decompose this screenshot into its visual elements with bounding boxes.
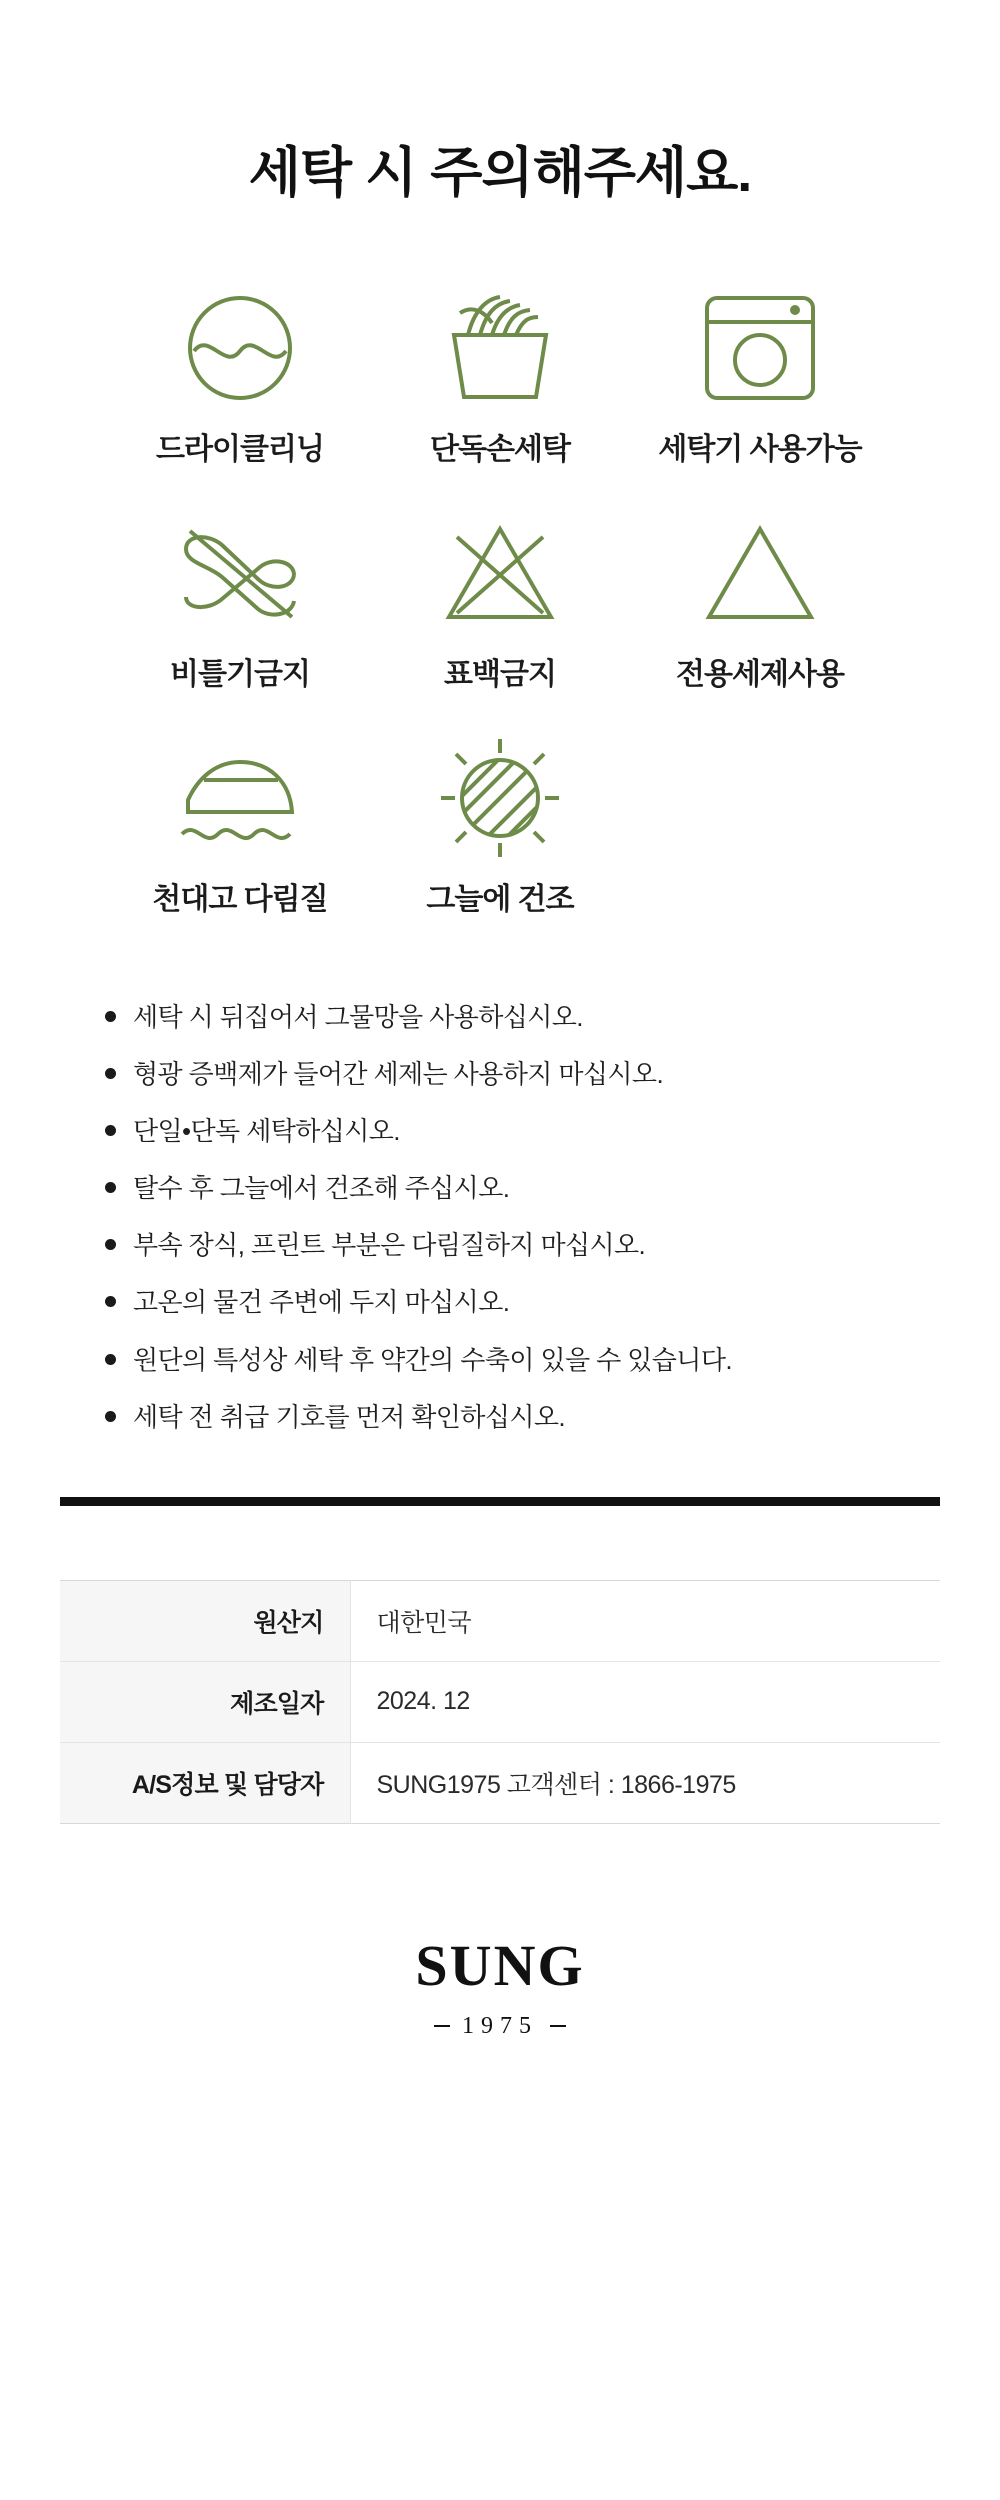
list-item: 부속 장식, 프린트 부분은 다림질하지 마십시오. bbox=[105, 1228, 905, 1263]
list-item: 탈수 후 그늘에서 건조해 주십시오. bbox=[105, 1171, 905, 1206]
table-row-value: SUNG1975 고객센터 : 1866-1975 bbox=[376, 1770, 736, 1799]
care-icon-label: 전용세제사용 bbox=[676, 658, 844, 691]
hand-wash-icon bbox=[425, 285, 575, 410]
detergent-triangle-icon bbox=[685, 510, 835, 635]
table-row bbox=[60, 1661, 940, 1742]
care-icon-machine-wash bbox=[630, 285, 890, 468]
no-wring-icon bbox=[165, 510, 315, 635]
list-item: 단일•단독 세탁하십시오. bbox=[105, 1114, 905, 1149]
care-icon-label: 드라이클리닝 bbox=[156, 433, 324, 466]
care-icon-no-bleach bbox=[370, 510, 630, 693]
table-row-value: 대한민국 bbox=[376, 1608, 472, 1637]
table-row bbox=[60, 1742, 940, 1823]
care-icon-label: 단독손세탁 bbox=[430, 433, 570, 466]
care-icon-shade-dry bbox=[370, 735, 630, 918]
care-icon-grid bbox=[110, 285, 890, 960]
table-row bbox=[60, 1580, 940, 1661]
bullet-icon bbox=[105, 1354, 116, 1365]
table-row-label: A/S정보 및 담당자 bbox=[60, 1742, 350, 1823]
care-notes-list bbox=[95, 1000, 905, 1435]
bullet-icon bbox=[105, 1182, 116, 1193]
iron-icon bbox=[165, 735, 315, 860]
care-icon-label: 세탁기 사용가능 bbox=[658, 433, 862, 466]
table-row-label: 원산지 bbox=[60, 1580, 350, 1661]
care-icon-label: 그늘에 건조 bbox=[426, 883, 574, 916]
list-item: 세탁 전 취급 기호를 먼저 확인하십시오. bbox=[105, 1400, 905, 1435]
no-bleach-icon bbox=[425, 510, 575, 635]
list-item: 형광 증백제가 들어간 세제는 사용하지 마십시오. bbox=[105, 1057, 905, 1092]
section-divider bbox=[60, 1497, 940, 1506]
bullet-icon bbox=[105, 1068, 116, 1079]
brand-logo bbox=[60, 1932, 940, 2040]
care-icon-hand-wash bbox=[370, 285, 630, 468]
care-icon-label: 비틀기금지 bbox=[170, 658, 310, 691]
care-icon-iron bbox=[110, 735, 370, 918]
list-item: 고온의 물건 주변에 두지 마십시오. bbox=[105, 1285, 905, 1320]
care-icon-dry-clean bbox=[110, 285, 370, 468]
care-icon-special-detergent bbox=[630, 510, 890, 693]
page-title: 세탁 시 주의해주세요. bbox=[248, 143, 752, 203]
brand-year-row bbox=[60, 2013, 940, 2040]
dry-clean-icon bbox=[165, 285, 315, 410]
list-item: 원단의 특성상 세탁 후 약간의 수축이 있을 수 있습니다. bbox=[105, 1343, 905, 1378]
care-icon-label: 표백금지 bbox=[444, 658, 556, 691]
table-row-value: 2024. 12 bbox=[376, 1687, 470, 1716]
washing-machine-icon bbox=[685, 285, 835, 410]
shade-dry-icon bbox=[425, 735, 575, 860]
table-row-label: 제조일자 bbox=[60, 1661, 350, 1742]
bullet-icon bbox=[105, 1125, 116, 1136]
product-info-table bbox=[60, 1580, 940, 1824]
brand-name: SUNG bbox=[415, 1932, 585, 1998]
bullet-icon bbox=[105, 1011, 116, 1022]
brand-rule-left bbox=[434, 2025, 450, 2027]
brand-year: 1975 bbox=[462, 2012, 538, 2039]
care-icon-no-wring bbox=[110, 510, 370, 693]
bullet-icon bbox=[105, 1239, 116, 1250]
bullet-icon bbox=[105, 1296, 116, 1307]
care-icon-label: 천대고 다림질 bbox=[152, 883, 328, 916]
bullet-icon bbox=[105, 1411, 116, 1422]
list-item: 세탁 시 뒤집어서 그물망을 사용하십시오. bbox=[105, 1000, 905, 1035]
brand-rule-right bbox=[550, 2025, 566, 2027]
